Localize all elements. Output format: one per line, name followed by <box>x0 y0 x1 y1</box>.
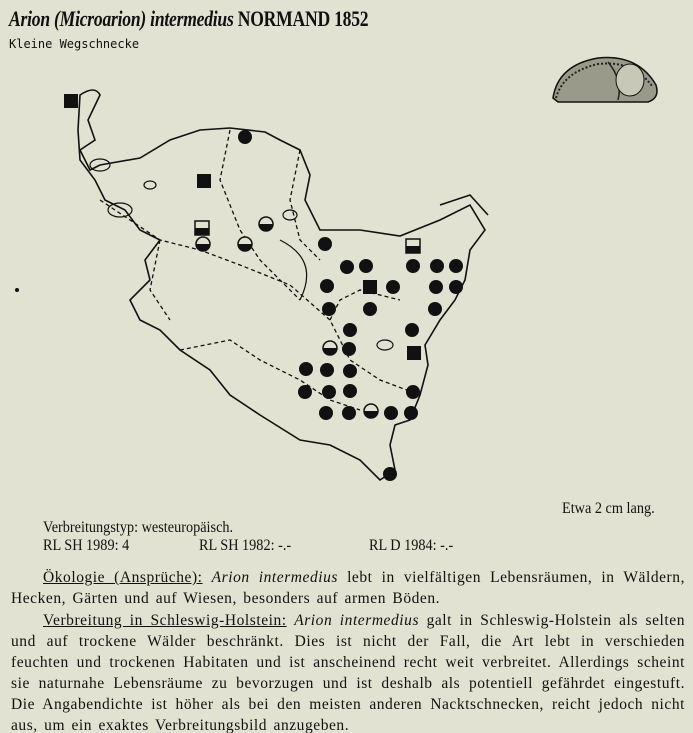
record-filled-circle <box>342 406 356 420</box>
record-filled-circle <box>405 323 419 337</box>
record-filled-circle <box>343 384 357 398</box>
record-filled-circle <box>386 280 400 294</box>
record-filled-square <box>363 280 377 294</box>
record-filled-circle <box>429 280 443 294</box>
size-note: Etwa 2 cm lang. <box>562 500 655 517</box>
record-filled-circle <box>406 259 420 273</box>
record-filled-circle <box>384 406 398 420</box>
slug-illustration <box>548 50 663 110</box>
record-filled-circle <box>404 406 418 420</box>
record-filled-circle <box>343 364 357 378</box>
record-filled-circle <box>322 385 336 399</box>
verbreitung-heading: Verbreitung in Schleswig-Holstein: <box>43 612 287 629</box>
record-filled-circle <box>320 279 334 293</box>
verbreitung-paragraph <box>11 610 685 733</box>
record-filled-square <box>407 346 421 360</box>
oekologie-heading: Ökologie (Ansprüche): <box>43 569 203 586</box>
lakes <box>90 159 393 350</box>
coastline <box>78 90 488 480</box>
record-half-square-fill <box>406 246 420 253</box>
record-filled-circle <box>363 302 377 316</box>
record-filled-circle <box>406 385 420 399</box>
author: NORMAND 1852 <box>237 6 369 31</box>
genus: Arion <box>9 6 50 31</box>
species-title <box>9 6 368 32</box>
red-list-sh-1982: RL SH 1982: -.- <box>199 537 292 554</box>
record-filled-circle <box>430 259 444 273</box>
record-filled-circle <box>342 342 356 356</box>
record-filled-circle <box>320 363 334 377</box>
record-filled-circle <box>238 130 252 144</box>
subgenus: (Microarion) <box>54 6 147 31</box>
record-filled-circle <box>322 302 336 316</box>
record-filled-circle <box>319 406 333 420</box>
distribution-type: Verbreitungstyp: westeuropäisch. <box>43 519 234 536</box>
record-half-square-fill <box>195 228 209 235</box>
species: intermedius <box>150 6 234 31</box>
oekologie-paragraph <box>11 567 685 609</box>
red-list-sh-1989: RL SH 1989: 4 <box>43 537 130 554</box>
red-list-d-1984: RL D 1984: -.- <box>369 537 454 554</box>
record-filled-circle <box>359 259 373 273</box>
common-name: Kleine Wegschnecke <box>9 37 140 51</box>
record-filled-square <box>197 174 211 188</box>
oekologie-text: lebt in vielfältigen Lebensräumen, in Wäldern, Hecken, Gärten und auf Wiesen, besonders auf armen Böden. <box>11 569 685 607</box>
stray-dot <box>15 288 19 292</box>
record-filled-circle <box>340 260 354 274</box>
record-filled-circle <box>343 323 357 337</box>
record-filled-circle <box>449 259 463 273</box>
record-filled-circle <box>449 280 463 294</box>
record-filled-square <box>64 94 78 108</box>
verbreitung-text: galt in Schleswig-Holstein als selten und auf trockene Wälder beschränkt. Dies ist nicht der Fall, die Art lebt in verschieden feuchten und trockenen Habitaten und ist anscheinend recht weit verbreitet. Allerdings scheint sie naturnahe Lebensräume zu bevorzugen und ist deshalb als potentiell gefährdet eingestuft. Die Angabendichte ist höher als bei den meisten anderen Nacktschnecken, reicht jedoch nicht aus, um ein exaktes Verbreitungsbild anzugeben. <box>11 612 685 733</box>
record-filled-circle <box>299 362 313 376</box>
record-filled-circle <box>298 385 312 399</box>
record-filled-circle <box>383 467 397 481</box>
species-name: Arion intermedius <box>294 612 420 629</box>
record-filled-circle <box>318 237 332 251</box>
species-name: Arion intermedius <box>211 569 338 586</box>
distribution-map <box>0 60 500 490</box>
record-filled-circle <box>428 302 442 316</box>
